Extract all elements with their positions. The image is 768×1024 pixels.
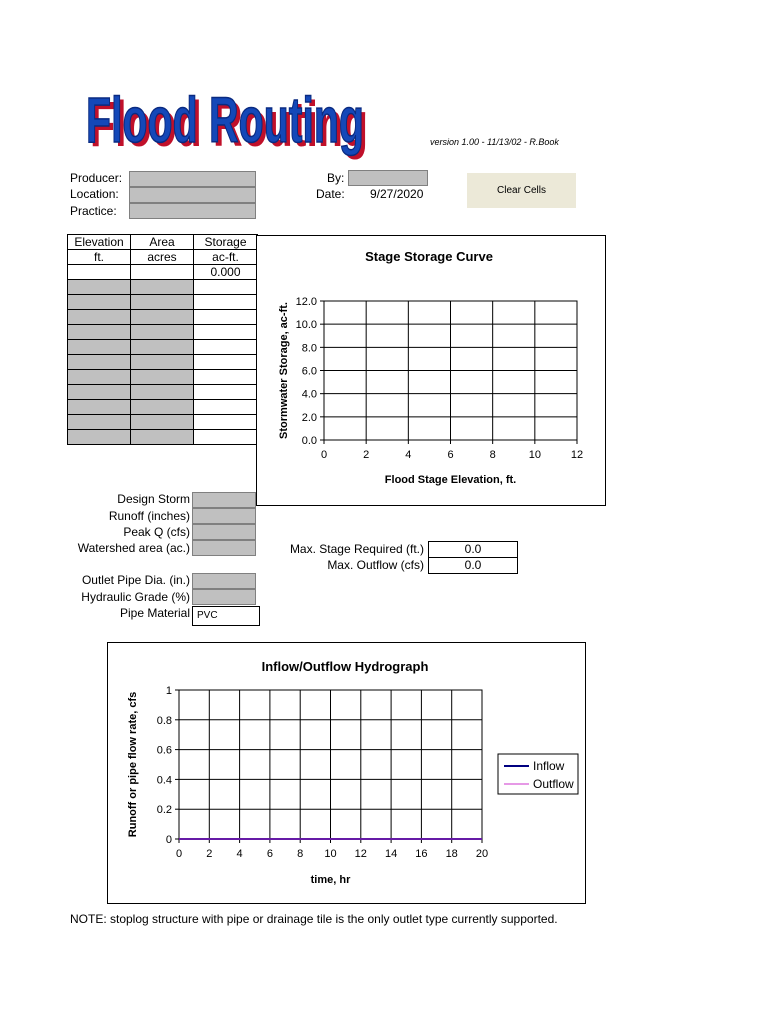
producer-label: Producer: (70, 171, 123, 185)
x-tick-label: 2 (206, 848, 213, 860)
runoff-input[interactable] (192, 508, 256, 524)
y-axis-label: Runoff or pipe flow rate, cfs (127, 691, 139, 838)
area-header: Area (131, 235, 194, 250)
table-row (68, 415, 258, 430)
area-cell[interactable] (131, 265, 194, 280)
area-cell[interactable] (131, 280, 194, 295)
elevation-cell[interactable] (68, 280, 131, 295)
elevation-cell[interactable] (68, 355, 131, 370)
y-tick-label: 0.4 (156, 774, 172, 787)
area-unit: acres (131, 250, 194, 265)
legend-label: Outflow (533, 777, 574, 791)
x-axis-label: time, hr (310, 874, 351, 886)
table-row (68, 295, 258, 310)
pipe-material-label: Pipe Material (119, 606, 190, 620)
x-axis-label: Flood Stage Elevation, ft. (384, 474, 517, 486)
table-row (68, 370, 258, 385)
logo-shadow: Flood Routing (90, 88, 368, 160)
elevation-cell[interactable] (68, 310, 131, 325)
y-tick-label: 10.0 (295, 319, 317, 332)
elevation-cell[interactable] (68, 415, 131, 430)
y-tick-label: 8.0 (301, 342, 317, 355)
stage-storage-chart-svg (257, 236, 605, 505)
location-input[interactable] (129, 187, 256, 203)
area-cell[interactable] (131, 400, 194, 415)
area-cell[interactable] (131, 325, 194, 340)
version-text: version 1.00 - 11/13/02 - R.Book (430, 137, 559, 147)
table-row (68, 385, 258, 400)
peak-q-input[interactable] (192, 524, 256, 540)
x-tick-label: 2 (363, 449, 370, 461)
x-tick-label: 12 (570, 449, 584, 461)
elevation-cell[interactable] (68, 295, 131, 310)
storage-header: Storage (194, 235, 258, 250)
logo-text: Flood Routing (86, 84, 364, 156)
stage-storage-table (67, 234, 258, 445)
pipe-material-select[interactable]: PVC (192, 606, 260, 626)
x-tick-label: 16 (415, 848, 428, 860)
storage-cell (194, 415, 258, 430)
table-row (68, 310, 258, 325)
runoff-label: Runoff (inches) (108, 509, 190, 523)
table-row (68, 340, 258, 355)
elevation-header: Elevation (68, 235, 131, 250)
elevation-cell[interactable] (68, 340, 131, 355)
legend-label: Inflow (533, 759, 565, 773)
practice-label: Practice: (70, 204, 117, 218)
chart-title: Inflow/Outflow Hydrograph (261, 659, 429, 674)
x-tick-label: 10 (324, 848, 337, 860)
pipe-dia-input[interactable] (192, 573, 256, 589)
watershed-label: Watershed area (ac.) (77, 541, 190, 555)
watershed-input[interactable] (192, 540, 256, 556)
table-row (68, 400, 258, 415)
elevation-cell[interactable] (68, 385, 131, 400)
area-cell[interactable] (131, 430, 194, 445)
y-tick-label: 0.8 (156, 714, 172, 727)
y-tick-label: 4.0 (301, 388, 317, 401)
area-cell[interactable] (131, 340, 194, 355)
y-tick-label: 12.0 (295, 296, 317, 308)
y-tick-label: 0.0 (301, 435, 317, 447)
storage-cell (194, 295, 258, 310)
pipe-dia-label: Outlet Pipe Dia. (in.) (81, 573, 190, 587)
hydrograph-chart (107, 642, 586, 904)
date-value[interactable]: 9/27/2020 (370, 187, 424, 201)
by-label: By: (327, 171, 345, 185)
hydrograph-chart-svg (108, 643, 585, 903)
area-cell[interactable] (131, 370, 194, 385)
max-outflow-value: 0.0 (428, 557, 518, 574)
storage-unit: ac-ft. (194, 250, 258, 265)
chart-title: Stage Storage Curve (365, 249, 493, 264)
elevation-cell[interactable] (68, 400, 131, 415)
storage-cell (194, 340, 258, 355)
x-tick-label: 12 (354, 848, 367, 860)
location-label: Location: (70, 187, 119, 201)
elevation-cell[interactable] (68, 265, 131, 280)
area-cell[interactable] (131, 295, 194, 310)
table-row (68, 280, 258, 295)
y-tick-label: 0 (165, 834, 172, 846)
stage-storage-chart (256, 235, 606, 506)
hydraulic-grade-label: Hydraulic Grade (%) (81, 590, 190, 604)
area-cell[interactable] (131, 310, 194, 325)
table-row (68, 325, 258, 340)
practice-input[interactable] (129, 203, 256, 219)
x-tick-label: 10 (528, 449, 541, 461)
storage-cell (194, 370, 258, 385)
date-label: Date: (316, 187, 345, 201)
x-tick-label: 14 (384, 848, 398, 860)
design-storm-label: Design Storm (117, 492, 190, 506)
y-tick-label: 1 (165, 685, 172, 697)
hydraulic-grade-input[interactable] (192, 589, 256, 605)
elevation-cell[interactable] (68, 370, 131, 385)
y-tick-label: 2.0 (301, 411, 317, 424)
x-tick-label: 8 (297, 848, 304, 860)
max-outflow-label: Max. Outflow (cfs) (327, 558, 424, 572)
storage-cell (194, 400, 258, 415)
storage-cell (194, 385, 258, 400)
storage-cell (194, 430, 258, 445)
storage-cell (194, 325, 258, 340)
area-cell[interactable] (131, 385, 194, 400)
x-tick-label: 0 (320, 449, 328, 461)
x-tick-label: 20 (475, 848, 489, 860)
table-row (68, 355, 258, 370)
storage-cell (194, 355, 258, 370)
by-input[interactable] (348, 170, 428, 186)
max-stage-value: 0.0 (428, 541, 518, 558)
y-tick-label: 0.2 (156, 804, 172, 817)
clear-cells-button[interactable]: Clear Cells (467, 173, 576, 208)
producer-input[interactable] (129, 171, 256, 187)
elevation-cell[interactable] (68, 430, 131, 445)
storage-cell: 0.000 (194, 265, 258, 280)
x-tick-label: 6 (447, 449, 454, 461)
elevation-unit: ft. (68, 250, 131, 265)
x-tick-label: 4 (236, 848, 243, 860)
y-tick-label: 0.6 (156, 744, 172, 757)
x-tick-label: 18 (445, 848, 458, 860)
y-axis-label: Stormwater Storage, ac-ft. (278, 302, 290, 439)
x-tick-label: 8 (489, 449, 496, 461)
area-cell[interactable] (131, 355, 194, 370)
area-cell[interactable] (131, 415, 194, 430)
y-tick-label: 6.0 (301, 365, 317, 378)
design-storm-input[interactable] (192, 492, 256, 508)
flood-routing-logo (84, 84, 374, 160)
x-tick-label: 4 (405, 449, 412, 461)
storage-cell (194, 310, 258, 325)
table-row (68, 430, 258, 445)
x-tick-label: 0 (175, 848, 183, 860)
storage-cell (194, 280, 258, 295)
note-text: NOTE: stoplog structure with pipe or drainage tile is the only outlet type currently supported. (70, 912, 558, 926)
elevation-cell[interactable] (68, 325, 131, 340)
x-tick-label: 6 (266, 848, 273, 860)
peak-q-label: Peak Q (cfs) (123, 525, 190, 539)
max-stage-label: Max. Stage Required (ft.) (289, 542, 424, 556)
